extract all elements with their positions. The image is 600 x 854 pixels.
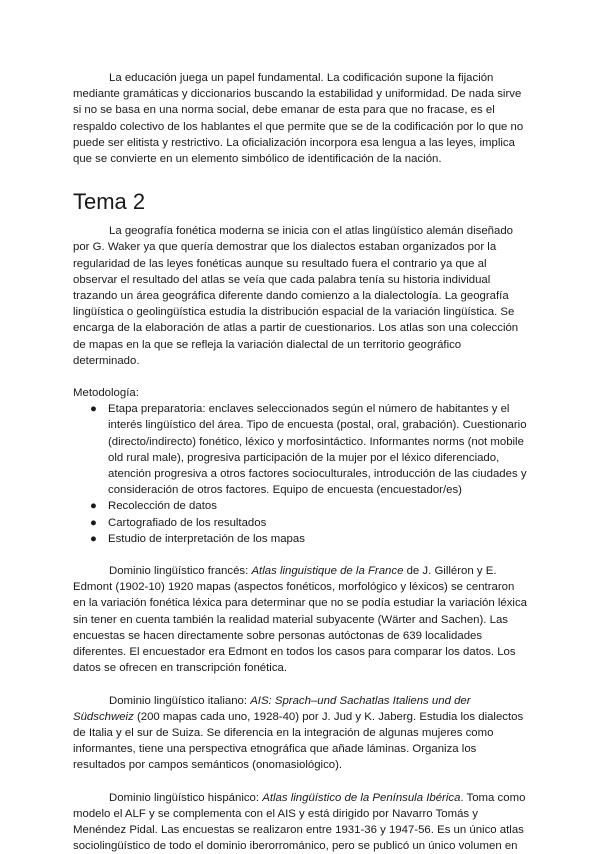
list-item: ● Cartografiado de los resultados: [73, 515, 530, 531]
bullet-icon: ●: [90, 500, 97, 513]
atlas-title-fr: Atlas linguistique de la France: [251, 565, 404, 578]
method-list: [73, 401, 530, 547]
list-item: ● Estudio de interpretación de los mapas: [73, 531, 530, 547]
bullet-icon: ●: [90, 403, 97, 416]
document-body: [73, 70, 530, 854]
paragraph-codificacion: La educación juega un papel fundamental. La codificación supone la fijación mediante gramáticas y diccionarios buscando la estabilidad y uniformidad. De nada sirve si no se basa en una norma social, debe emanar de esta para que no fracase, es el respaldo colectivo de los hablantes el que permite que se de la codificación por lo que no puede ser elitista y restrictivo. La oficialización incorpora esa lengua a las leyes, implica que se convierte en un elemento simbólico de identificación de la nación.: [73, 72, 524, 166]
paragraph-geografia: La geografía fonética moderna se inicia con el atlas lingüístico alemán diseñado por G. Waker ya que quería demostrar que los dialectos estaban organizados por la regularidad de las leyes fonéticas aunque su resultado fuera el contrario ya que al observar el resultado del atlas se veía que cada palabra tenía su historia individual trazando un área geográfica diferente dando comienzo a la dialectología. La geografía lingüística o geolingüística estudia la distribución espacial de la variación lingüística. Se encarga de la elaboración de atlas a partir de cuestionarios. Los atlas son una colección de mapas en la que se refleja la variación dialectal de un territorio geográfico determinado.: [73, 225, 519, 367]
atlas-title-it: AIS: Sprach–und Sachatlas Italiens und der Südschweiz: [73, 694, 471, 723]
paragraph-dominio-frances: Dominio lingüístico francés: Atlas linguistique de la France de J. Gilléron y E. Edmont (1902-10) 1920 mapas (aspectos fonéticos, morfológico y léxicos) se centraron en la variación fonética léxica para determinar que no se podía estudiar la variación léxica sin tener en cuenta también la realidad material subyacente (Wärter and Sachen). Las encuestas se hacen directamente sobre personas autóctonas de 639 localidades diferentes. El encuestador era Edmont en todos los casos para comparar los datos. Los datos se ofrecen en transcripción fonética.: [73, 565, 527, 675]
list-item: ● Recolección de datos: [73, 498, 530, 514]
method-label: Metodología:: [73, 387, 139, 400]
bullet-icon: ●: [90, 516, 97, 529]
atlas-title-es: Atlas lingüístico de la Península Ibérica: [262, 791, 461, 804]
list-item: ● Etapa preparatoria: enclaves seleccionados según el número de habitantes y el interés lingüístico del área. Tipo de encuesta (postal, oral, grabación). Cuestionario (directo/indirecto) fonético, léxico y morfosintáctico. Informantes norms (not mobile old rural male), progresiva participación de la mujer por el léxico diferenciado, atención progresiva a otros factores socioculturales, introducción de las ciudades y consideración de otros factores. Equipo de encuesta (encuestador/es): [90, 403, 527, 497]
paragraph-dominio-hispanico: Dominio lingüístico hispánico: Atlas lingüístico de la Península Ibérica. Toma como modelo el ALF y se complementa con el AIS y está dirigido por Navarro Tomás y Menéndez Pidal. Las encuestas se realizaron entre 1931-36 y 1947-56. Es un único atlas sociolingüístico de todo el dominio iberorrománico, pero se publicó un único volumen en: [73, 791, 526, 853]
section-heading: Tema 2: [73, 189, 146, 215]
paragraph-dominio-italiano: Dominio lingüístico italiano: AIS: Sprach–und Sachatlas Italiens und der Südschweiz (200 mapas cada uno, 1928-40) por J. Jud y K. Jaberg. Estudia los dialectos de Italia y el sur de Suiza. Se diferencia en la integración de algunas mujeres como informantes, tiene una perspectiva etnográfica que añade láminas. Organiza los resultados por campos semánticos (onomasiológico).: [73, 694, 524, 772]
bullet-icon: ●: [90, 532, 97, 545]
